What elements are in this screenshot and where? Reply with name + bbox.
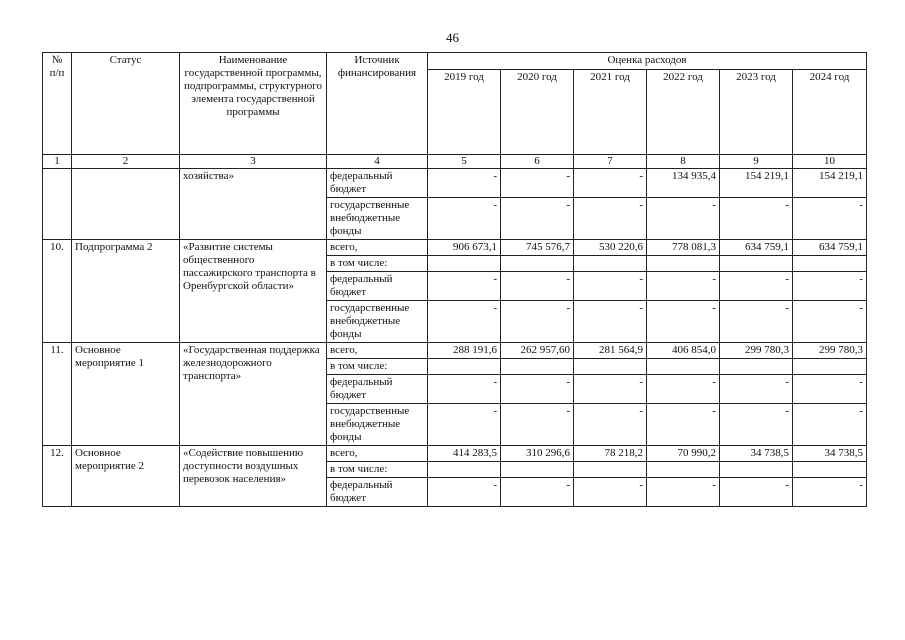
header-expenses: Оценка расходов [428,53,867,70]
column-index: 4 [327,155,428,169]
row-funding-source: федеральный бюджет [327,169,428,198]
table-row [43,343,867,359]
row-value: - [574,198,647,240]
row-value: - [428,272,501,301]
header-source: Источник финансирования [327,53,428,155]
row-value: - [574,375,647,404]
row-value: 262 957,60 [501,343,574,359]
row-value: - [501,272,574,301]
row-funding-source: федеральный бюджет [327,375,428,404]
row-value: 299 780,3 [793,343,867,359]
row-status [72,169,180,240]
row-number: 11. [43,343,72,446]
row-value: 78 218,2 [574,446,647,462]
column-index-row [43,155,867,169]
expenses-table [42,52,867,507]
header-number: № п/п [43,53,72,155]
row-funding-source: федеральный бюджет [327,272,428,301]
row-value [428,462,501,478]
row-value: - [720,478,793,507]
row-value: - [720,198,793,240]
row-value: 414 283,5 [428,446,501,462]
row-status: Основное мероприятие 1 [72,343,180,446]
row-value: - [501,198,574,240]
row-status: Подпрограмма 2 [72,240,180,343]
row-value [793,359,867,375]
row-value: - [793,272,867,301]
row-status: Основное мероприятие 2 [72,446,180,507]
row-value [574,359,647,375]
row-funding-source: всего, [327,446,428,462]
row-value: 634 759,1 [720,240,793,256]
row-name: хозяйства» [180,169,327,240]
header-year: 2023 год [720,70,793,155]
header-year: 2024 год [793,70,867,155]
row-value: - [428,478,501,507]
row-value [501,256,574,272]
table-row [43,446,867,462]
row-funding-source: государственные внебюджетные фонды [327,198,428,240]
row-value: 154 219,1 [793,169,867,198]
header-year: 2019 год [428,70,501,155]
row-value: - [501,169,574,198]
row-value [793,256,867,272]
row-value [428,359,501,375]
row-value [720,462,793,478]
row-value: - [501,478,574,507]
row-funding-source: государственные внебюджетные фонды [327,301,428,343]
row-funding-source: в том числе: [327,462,428,478]
column-index: 5 [428,155,501,169]
row-name: «Развитие системы общественного пассажирского транспорта в Оренбургской области» [180,240,327,343]
row-value: 154 219,1 [720,169,793,198]
table-row [43,169,867,198]
row-funding-source: всего, [327,240,428,256]
row-value [501,359,574,375]
row-value [574,256,647,272]
header-status: Статус [72,53,180,155]
row-value: - [793,375,867,404]
column-index: 1 [43,155,72,169]
row-value: 299 780,3 [720,343,793,359]
page-number: 46 [446,30,459,45]
row-value: - [428,301,501,343]
row-value: - [428,375,501,404]
row-value: - [647,272,720,301]
row-value: - [501,301,574,343]
row-number: 12. [43,446,72,507]
row-value: 406 854,0 [647,343,720,359]
row-name: «Содействие повышению доступности воздушных перевозок населения» [180,446,327,507]
header-name: Наименование государственной программы, подпрограммы, структурного элемента государственной программы [180,53,327,155]
row-value: 310 296,6 [501,446,574,462]
row-value: - [720,404,793,446]
row-value: 288 191,6 [428,343,501,359]
row-value: - [501,375,574,404]
row-value: - [720,375,793,404]
row-value [574,462,647,478]
column-index: 3 [180,155,327,169]
row-value [793,462,867,478]
row-value: - [647,404,720,446]
row-value: - [574,169,647,198]
row-value [647,256,720,272]
header-year: 2021 год [574,70,647,155]
row-value: - [574,478,647,507]
column-index: 6 [501,155,574,169]
row-funding-source: федеральный бюджет [327,478,428,507]
table-body [43,169,867,507]
row-value: 34 738,5 [793,446,867,462]
row-funding-source: в том числе: [327,256,428,272]
row-value: 906 673,1 [428,240,501,256]
row-value [720,256,793,272]
row-value: 530 220,6 [574,240,647,256]
row-value: - [793,301,867,343]
row-value: - [647,198,720,240]
header-year: 2020 год [501,70,574,155]
row-name: «Государственная поддержка железнодорожного транспорта» [180,343,327,446]
row-value: - [428,404,501,446]
row-value: - [647,478,720,507]
row-value [647,359,720,375]
row-value: - [574,272,647,301]
row-funding-source: государственные внебюджетные фонды [327,404,428,446]
row-value: 281 564,9 [574,343,647,359]
row-value: 134 935,4 [647,169,720,198]
row-value: - [574,404,647,446]
row-funding-source: всего, [327,343,428,359]
row-funding-source: в том числе: [327,359,428,375]
row-number [43,169,72,240]
row-value: - [428,198,501,240]
row-value: - [428,169,501,198]
row-value: 634 759,1 [793,240,867,256]
row-value: - [793,198,867,240]
row-value [501,462,574,478]
header-year: 2022 год [647,70,720,155]
row-value: 745 576,7 [501,240,574,256]
row-value: - [647,375,720,404]
row-value: - [793,478,867,507]
row-value [428,256,501,272]
column-index: 10 [793,155,867,169]
row-value: 34 738,5 [720,446,793,462]
column-index: 7 [574,155,647,169]
column-index: 2 [72,155,180,169]
row-value: - [501,404,574,446]
row-value: 70 990,2 [647,446,720,462]
row-value: 778 081,3 [647,240,720,256]
row-value: - [793,404,867,446]
column-index: 8 [647,155,720,169]
row-number: 10. [43,240,72,343]
table-row [43,240,867,256]
row-value: - [720,301,793,343]
row-value: - [647,301,720,343]
row-value [720,359,793,375]
row-value: - [720,272,793,301]
row-value [647,462,720,478]
row-value: - [574,301,647,343]
column-index: 9 [720,155,793,169]
